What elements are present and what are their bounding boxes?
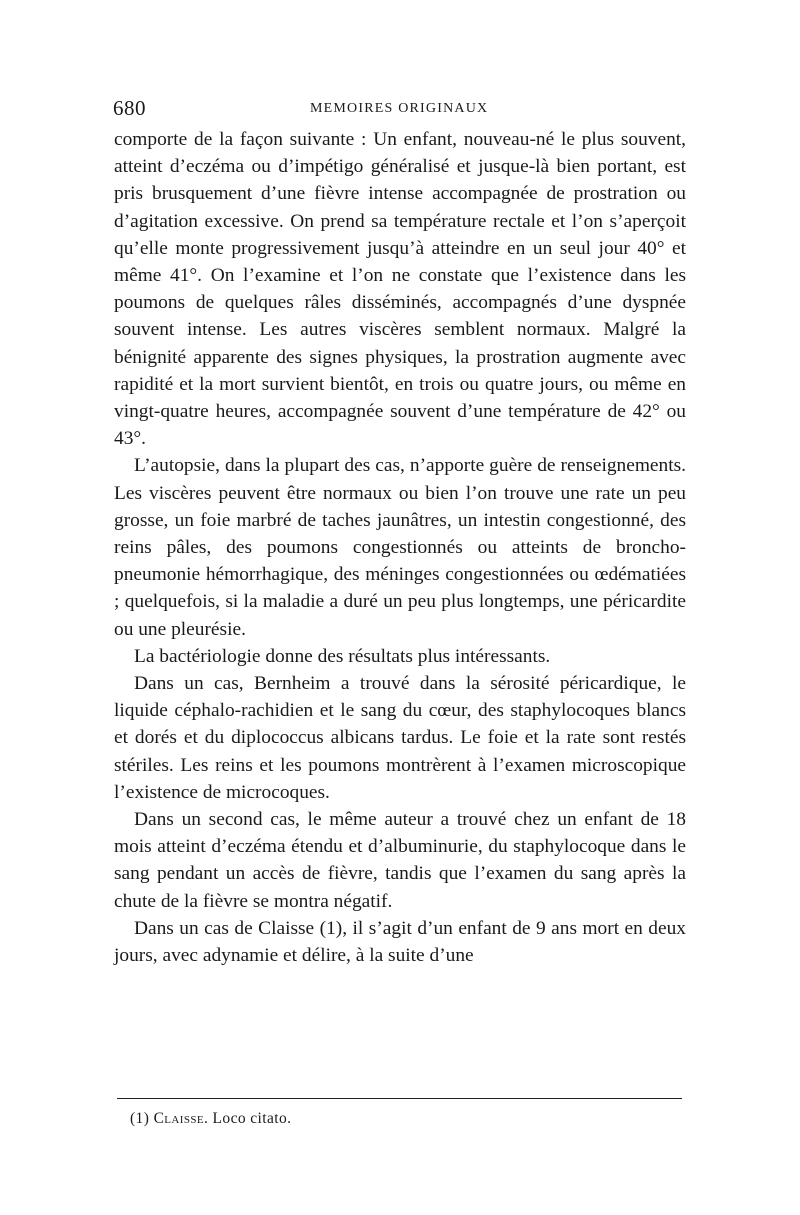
- footnote-divider: [117, 1098, 682, 1099]
- body-text: [114, 126, 686, 969]
- page-number: 680: [113, 96, 146, 120]
- footnote-author: Claisse.: [153, 1110, 209, 1127]
- paragraph-claisse-case: Dans un cas de Claisse (1), il s’agit d’un enfant de 9 ans mort en deux jours, avec adynamie et délire, à la suite d’une: [114, 917, 686, 967]
- paragraph-autopsy: L’autopsie, dans la plupart des cas, n’apporte guère de renseignements. Les viscères peuvent être normaux ou bien l’on trouve une rate un peu grosse, un foie marbré de taches jaunâtres, un intestin congestionné, des reins pâles, des poumons congestionnés ou atteints de broncho-pneumonie hémorrhagique, des méninges congestionnées ou œdématiées ; quelquefois, si la maladie a duré un peu plus longtemps, une péricardite ou une pleurésie.: [114, 455, 686, 640]
- paragraph-bernheim-case: Dans un cas, Bernheim a trouvé dans la sérosité péricardique, le liquide céphalo-rachidien et le sang du cœur, des staphylocoques blancs et dorés et du diplococcus albicans tardus. Le foie et la rate sont restés stériles. Les reins et les poumons montrèrent à l’examen microscopique l’existence de microcoques.: [114, 673, 686, 803]
- footnote-marker: (1): [130, 1110, 150, 1127]
- footnote: [130, 1110, 291, 1128]
- footnote-citation: Loco citato.: [212, 1110, 292, 1127]
- paragraph-symptoms: comporte de la façon suivante : Un enfant, nouveau-né le plus souvent, atteint d’eczéma ou d’impétigo généralisé et jusque-là bien portant, est pris brusquement d’une fièvre intense accompagnée de prostration ou d’agitation excessive. On prend sa température rectale et l’on s’aperçoit qu’elle monte progressivement jusqu’à atteindre en un seul jour 40° et même 41°. On l’examine et l’on ne constate que l’existence dans les poumons de quelques râles disséminés, accompagnés d’une dyspnée souvent intense. Les autres viscères semblent normaux. Malgré la bénignité apparente des signes physiques, la prostration augmente avec rapidité et la mort survient bientôt, en trois ou quatre jours, ou même en vingt-quatre heures, accompagnée souvent d’une température de 42° ou 43°.: [114, 129, 686, 450]
- page-header: [113, 96, 687, 126]
- running-title: MEMOIRES ORIGINAUX: [310, 101, 489, 116]
- paragraph-second-case: Dans un second cas, le même auteur a trouvé chez un enfant de 18 mois atteint d’eczéma étendu et d’albuminurie, du staphylocoque dans le sang pendant un accès de fièvre, tandis que l’examen du sang après la chute de la fièvre se montra négatif.: [114, 809, 686, 912]
- paragraph-bacteriology: La bactériologie donne des résultats plus intéressants.: [134, 645, 551, 667]
